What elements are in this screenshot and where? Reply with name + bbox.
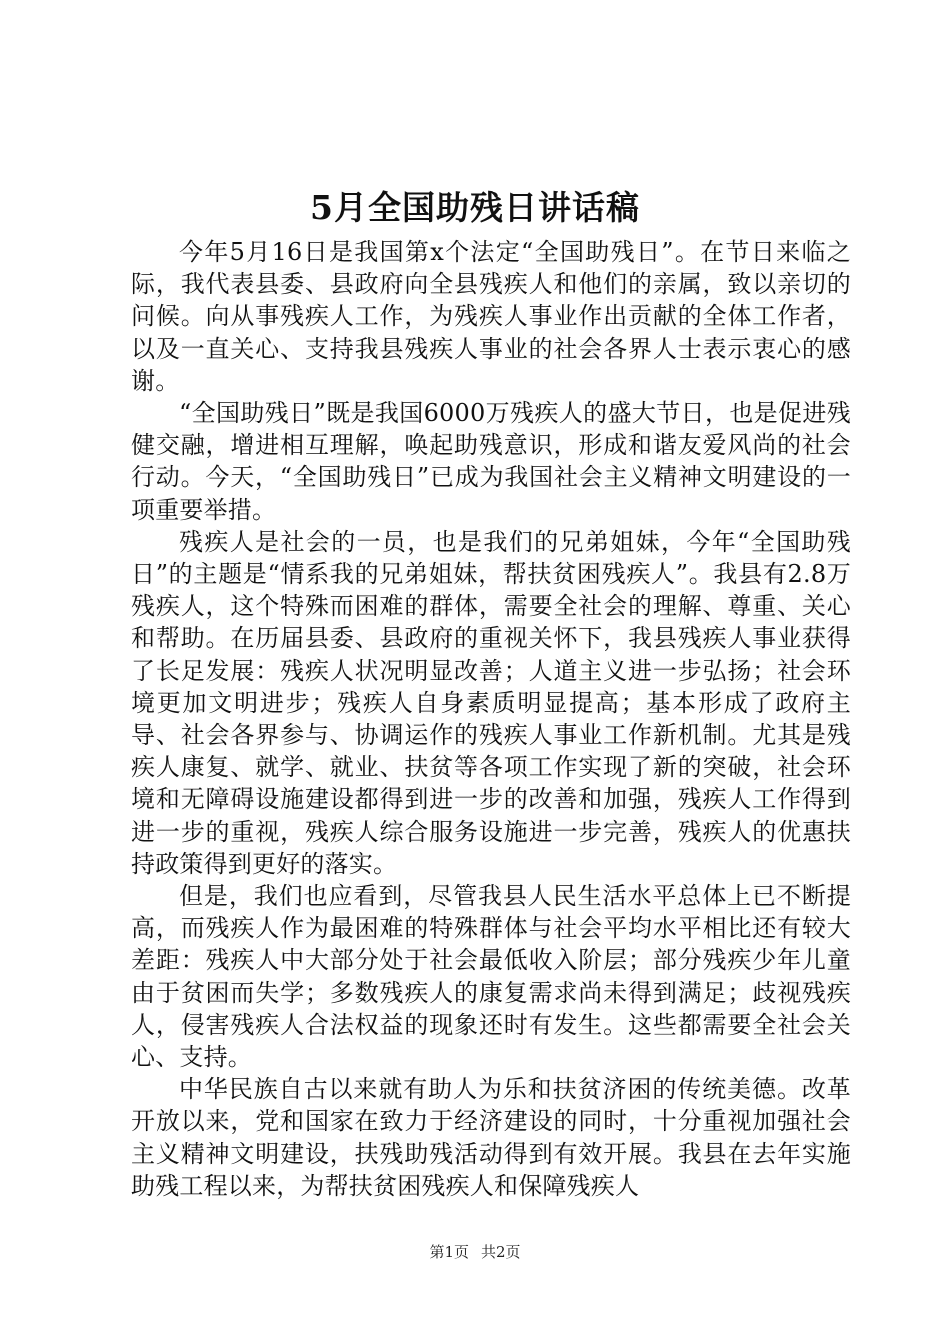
paragraph-4: 但是，我们也应看到，尽管我县人民生活水平总体上已不断提高，而残疾人作为最困难的特殊群体与社会平均水平相比还有较大差距：残疾人中大部分处于社会最低收入阶层；部分残疾少年儿童由于贫困而失学；多数残疾人的康复需求尚未得到满足；歧视残疾人，侵害残疾人合法权益的现象还时有发生。这些都需要全社会关心、支持。 [131,882,851,1072]
document-title: 5月全国助残日讲话稿 [310,188,640,227]
page-number-current: 第1页 [429,1243,469,1261]
page-footer [0,1242,950,1262]
paragraph-1: 今年5月16日是我国第x个法定“全国助残日”。在节日来临之际，我代表县委、县政府向全县残疾人和他们的亲属，致以亲切的问候。向从事残疾人工作，为残疾人事业作出贡献的全体工作者，以及一直关心、支持我县残疾人事业的社会各界人士表示衷心的感谢。 [131,238,851,395]
paragraph-5: 中华民族自古以来就有助人为乐和扶贫济困的传统美德。改革开放以来，党和国家在致力于经济建设的同时，十分重视加强社会主义精神文明建设，扶残助残活动得到有效开展。我县在去年实施助残工程以来，为帮扶贫困残疾人和保障残疾人 [131,1075,851,1200]
paragraph-3: 残疾人是社会的一员，也是我们的兄弟姐妹，今年“全国助残日”的主题是“情系我的兄弟姐妹，帮扶贫困残疾人”。我县有2.8万残疾人，这个特殊而困难的群体，需要全社会的理解、尊重、关心和帮助。在历届县委、县政府的重视关怀下，我县残疾人事业获得了长足发展：残疾人状况明显改善；人道主义进一步弘扬；社会环境更加文明进步；残疾人自身素质明显提高；基本形成了政府主导、社会各界参与、协调运作的残疾人事业工作新机制。尤其是残疾人康复、就学、就业、扶贫等各项工作实现了新的突破，社会环境和无障碍设施建设都得到进一步的改善和加强，残疾人工作得到进一步的重视，残疾人综合服务设施进一步完善，残疾人的优惠扶持政策得到更好的落实。 [131,527,851,878]
page-number-total: 共2页 [481,1243,521,1261]
document-body [131,236,851,1202]
paragraph-2: “全国助残日”既是我国6000万残疾人的盛大节日，也是促进残健交融，增进相互理解，唤起助残意识，形成和谐友爱风尚的社会行动。今天，“全国助残日”已成为我国社会主义精神文明建设的一项重要举措。 [131,399,851,524]
